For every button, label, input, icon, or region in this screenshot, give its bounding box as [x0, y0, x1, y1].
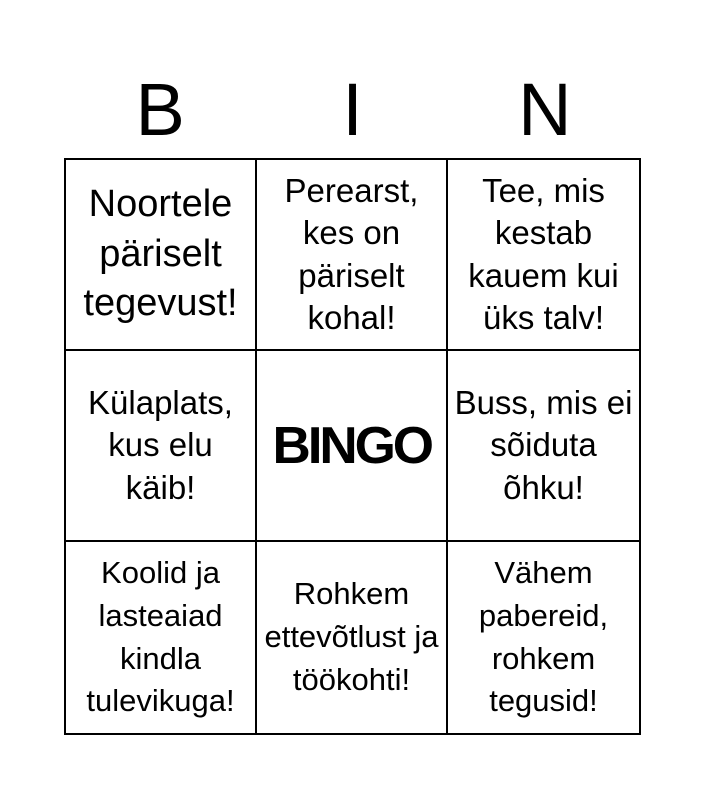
bingo-cell-text: Tee, mis kestab kauem kui üks talv! [468, 172, 619, 336]
header-letter-n: N [518, 68, 572, 151]
free-space-cell[interactable] [257, 351, 448, 542]
bingo-cell-r1c1[interactable] [66, 160, 257, 351]
bingo-cell-text: Koolid ja lasteaiad kindla tulevikuga! [86, 554, 235, 719]
bingo-cell-r3c1[interactable] [66, 542, 257, 733]
bingo-cell-text: Vähem pabereid, rohkem tegusid! [478, 554, 609, 719]
bingo-cell-r1c2[interactable] [257, 160, 448, 351]
header-letter-b: B [135, 68, 185, 151]
bingo-cell-r3c2[interactable] [257, 542, 448, 733]
bingo-cell-text: Noortele päriselt tegevust! [83, 183, 238, 325]
bingo-cell-text: Perearst, kes on päriselt kohal! [284, 172, 419, 336]
bingo-card-grid [64, 158, 641, 735]
bingo-cell-text: Rohkem ettevõtlust ja töökohti! [264, 576, 439, 697]
bingo-cell-r1c3[interactable] [448, 160, 639, 351]
bingo-cell-text: Külaplats, kus elu käib! [88, 384, 233, 506]
bingo-cell-r3c3[interactable] [448, 542, 639, 733]
header-letter-i: I [342, 68, 363, 151]
bingo-header [64, 70, 641, 150]
bingo-cell-r2c1[interactable] [66, 351, 257, 542]
bingo-cell-r2c3[interactable] [448, 351, 639, 542]
bingo-cell-text: Buss, mis ei sõiduta õhku! [454, 384, 633, 506]
free-space-logo: BINGO [272, 416, 431, 475]
